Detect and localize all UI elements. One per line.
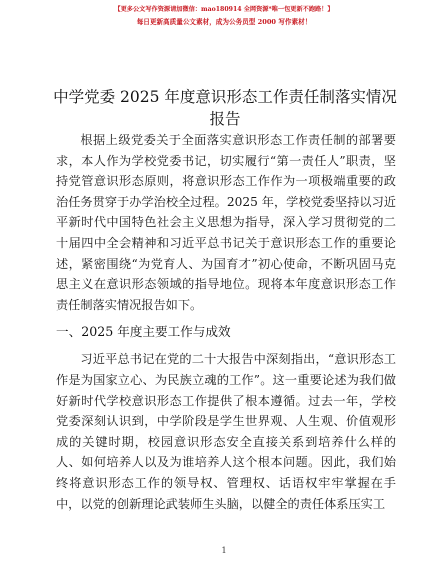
page-number: 1	[221, 546, 227, 555]
document-title: 中学党委 2025 年度意识形态工作责任制落实情况报告	[53, 88, 397, 128]
document-body	[56, 130, 396, 514]
section-paragraph: 习近平总书记在党的二十大报告中深刻指出，“意识形态工作是为国家立心、为民族立魂的工作”。这一重要论述为我们做好新时代学校意识形态工作提供了根本遵循。过去一年，学校党委深刻认识到，中学阶段是学生世界观、人生观、价值观形成的关键时期，校园意识形态安全直接关系到培养什么样的人、如何培养人以及为谁培养人这个根本问题。因此，我们始终将意识形态工作的领导权、管理权、话语权牢牢掌握在手中，以党的创新理论武装师生头脑，以健全的责任体系压实工	[56, 352, 396, 511]
promo-line-1: 【更多公文写作资源请加微信：mao180914 全网资源*唯一包更新不跑路！】	[114, 6, 334, 13]
promo-banner	[0, 4, 448, 28]
intro-paragraph: 根据上级党委关于全面落实意识形态工作责任制的部署要求，本人作为学校党委书记，切实履行“第一责任人”职责，坚持党管意识形态原则，将意识形态工作作为一项极端重要的政治任务贯穿于办学治校全过程。2025 年，学校党委坚持以习近平新时代中国特色社会主义思想为指导，深入学习贯彻党的二十届四中全会精神和习近平总书记关于意识形态工作的重要论述，紧密围绕“为党育人、为国育才”初心使命，不断巩固马克思主义在意识形态领域的指导地位。现将本年度意识形态工作责任制落实情况报告如下。	[56, 133, 396, 312]
section-heading: 一、2025 年度主要工作与成效	[56, 324, 231, 340]
promo-line-2: 每日更新高质量公文素材，成为公务员型 2000 写作素材！	[136, 18, 312, 26]
